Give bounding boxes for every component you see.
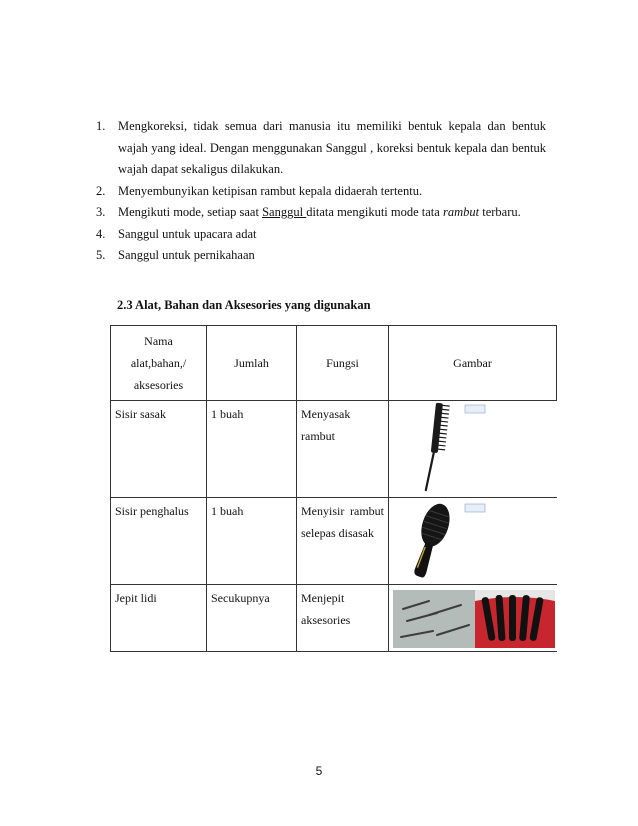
- list-text: Sanggul untuk pernikahaan: [118, 248, 255, 262]
- list-text: [118, 202, 546, 224]
- cell-nama: Jepit lidi: [111, 585, 207, 652]
- cell-fungsi: Menjepit aksesories: [297, 585, 389, 652]
- list-number: 5.: [96, 248, 106, 262]
- section-title: 2.3 Alat, Bahan dan Aksesories yang digunakan: [117, 298, 371, 312]
- list-number: 4.: [96, 226, 106, 241]
- table-row: [111, 401, 557, 498]
- list-item: [96, 202, 546, 224]
- list-text: Sanggul untuk upacara adat: [118, 226, 257, 241]
- cell-gambar: [389, 498, 557, 585]
- header-nama: Nama alat,bahan,/ aksesories: [111, 326, 207, 401]
- header-jumlah: Jumlah: [207, 326, 297, 401]
- list-text-part: terbaru.: [479, 205, 521, 219]
- italic-word: rambut: [442, 205, 480, 219]
- benefit-list: [96, 116, 546, 267]
- list-number: 1.: [96, 119, 106, 133]
- cell-gambar: [389, 401, 557, 498]
- cell-nama: Sisir penghalus: [111, 498, 207, 585]
- comb-image: [389, 401, 557, 497]
- list-item: [96, 116, 546, 181]
- list-item: [96, 181, 546, 203]
- cell-gambar: [389, 585, 557, 652]
- cell-jumlah: 1 buah: [207, 401, 297, 498]
- brush-image: [389, 498, 557, 584]
- cell-fungsi: Menyisir rambut selepas disasak: [297, 498, 389, 585]
- list-text-part: ditata mengikuti mode tata: [306, 205, 443, 219]
- table-header-row: [111, 326, 557, 401]
- hairpins-image: [389, 585, 557, 651]
- list-number: 2.: [96, 183, 106, 198]
- list-text: Mengkoreksi, tidak semua dari manusia itu memiliki bentuk kepala dan bentuk wajah yang ideal. Dengan menggunakan Sanggul , koreksi bentuk kepala dan bentuk wajah dapat sekaligus dilakukan.: [118, 119, 546, 176]
- list-text-part: Mengikuti mode, setiap saat: [118, 205, 263, 219]
- list-item: [96, 245, 546, 267]
- table-row: [111, 498, 557, 585]
- header-gambar: Gambar: [389, 326, 557, 401]
- table-row: [111, 585, 557, 652]
- list-text: Menyembunyikan ketipisan rambut kepala didaerah tertentu.: [118, 183, 423, 198]
- header-fungsi: Fungsi: [297, 326, 389, 401]
- list-item: [96, 224, 546, 246]
- cell-jumlah: 1 buah: [207, 498, 297, 585]
- tools-table: [110, 325, 557, 652]
- page-number: 5: [315, 764, 323, 778]
- cell-jumlah: Secukupnya: [207, 585, 297, 652]
- cell-fungsi: Menyasak rambut: [297, 401, 389, 498]
- list-number: 3.: [96, 205, 106, 219]
- cell-nama: Sisir sasak: [111, 401, 207, 498]
- underlined-word: Sanggul: [262, 205, 307, 219]
